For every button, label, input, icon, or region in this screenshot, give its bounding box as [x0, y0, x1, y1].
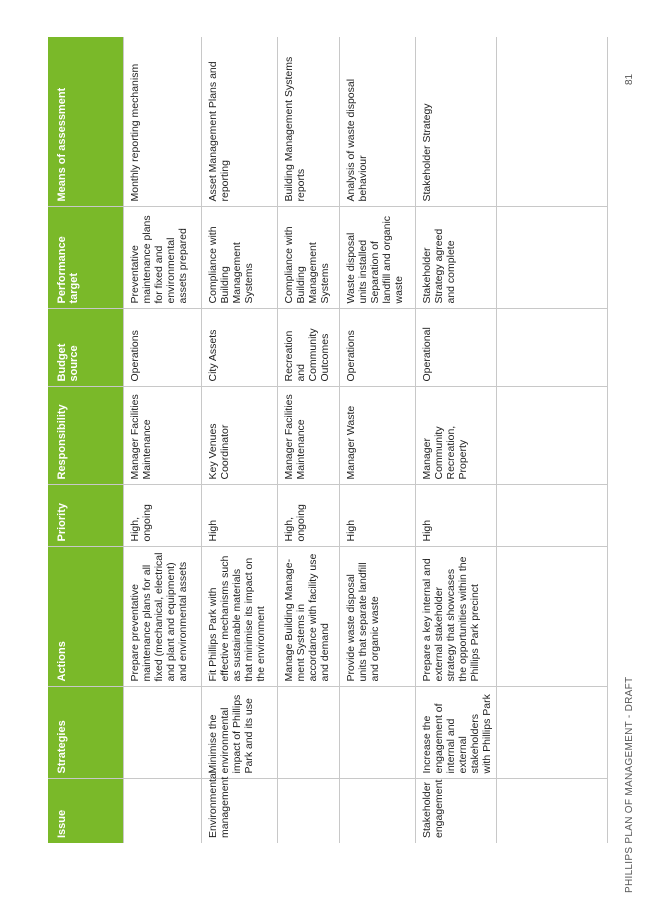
cell-budget: Operations	[340, 309, 416, 387]
cell-budget: Operations	[124, 309, 202, 387]
cell-issue	[124, 779, 202, 843]
cell-target: Waste disposal units installed Separation of landfill and organic waste	[340, 207, 416, 309]
cell-budget: Operational	[416, 309, 497, 387]
table-row	[202, 37, 278, 843]
cell-target: Stakeholder Strategy agreed and complete	[416, 207, 497, 309]
cell-priority: High	[416, 485, 497, 547]
cell-priority: High	[202, 485, 278, 547]
cell-responsibility: Manager Waste	[340, 387, 416, 485]
cell-action: Manage Building Manage-ment Systems in accordance with facility use and demand	[278, 547, 340, 687]
cell-assessment: Analysis of waste disposal behaviour	[340, 37, 416, 207]
header-issue: Issue	[48, 779, 124, 843]
header-budget-source: Budget source	[48, 309, 124, 387]
cell-strategy	[124, 687, 202, 779]
cell-assessment: Asset Management Plans and reporting	[202, 37, 278, 207]
table-row	[416, 37, 497, 843]
cell-action: Prepare preventative maintenance plans for all fixed (mechanical, electrical and plant and equipment) and environmental assets	[124, 547, 202, 687]
table-row	[124, 37, 202, 843]
cell-responsibility: Manager Facilities Maintenance	[124, 387, 202, 485]
cell-issue: Environmental management	[202, 779, 278, 843]
cell-priority: High	[340, 485, 416, 547]
cell-priority: High, ongoing	[278, 485, 340, 547]
cell-strategy	[340, 687, 416, 779]
cell-responsibility: Key Venues Coordinator	[202, 387, 278, 485]
table-row	[278, 37, 340, 843]
cell-assessment: Building Management Systems reports	[278, 37, 340, 207]
cell-budget: City Assets	[202, 309, 278, 387]
table-row	[340, 37, 416, 843]
plan-table	[48, 37, 608, 843]
cell-strategy	[278, 687, 340, 779]
cell-budget: Recreation and Community Outcomes	[278, 309, 340, 387]
cell-action: Fit Phillips Park with effective mechanisms such as sustainable materials that minimise its impact on the environment	[202, 547, 278, 687]
cell-target: Preventative maintenance plans for fixed and environmental assets prepared	[124, 207, 202, 309]
cell-responsibility: Manager Facilities Maintenance	[278, 387, 340, 485]
header-strategies: Strategies	[48, 687, 124, 779]
header-actions: Actions	[48, 547, 124, 687]
header-responsibility: Responsibility	[48, 387, 124, 485]
cell-target: Compliance with Building Management Systems	[278, 207, 340, 309]
cell-issue	[278, 779, 340, 843]
header-priority: Priority	[48, 485, 124, 547]
cell-issue	[340, 779, 416, 843]
cell-assessment: Monthly reporting mechanism	[124, 37, 202, 207]
cell-assessment: Stakeholder Strategy	[416, 37, 497, 207]
cell-strategy: Minimise the environmental impact of Phillips Park and its use	[202, 687, 278, 779]
cell-action: Provide waste disposal units that separate landfill and organic waste	[340, 547, 416, 687]
cell-strategy: Increase the engagement of internal and external stakeholders with Phillips Park	[416, 687, 497, 779]
cell-priority: High, ongoing	[124, 485, 202, 547]
cell-action: Prepare a key internal and external stakeholder strategy that showcases the opportunities within the Phillips Park precinct	[416, 547, 497, 687]
cell-responsibility: Manager Community Recreation, Property	[416, 387, 497, 485]
document-footer: PHILLIPS PLAN OF MANAGEMENT - DRAFT	[624, 676, 635, 893]
cell-issue: Stakeholder engagement	[416, 779, 497, 843]
cell-target: Compliance with Building Management Systems	[202, 207, 278, 309]
table-row-empty	[497, 37, 608, 843]
table-header-row	[48, 37, 124, 843]
page-number: 81	[624, 73, 635, 85]
header-performance-target: Performance target	[48, 207, 124, 309]
header-means-of-assessment: Means of assessment	[48, 37, 124, 207]
